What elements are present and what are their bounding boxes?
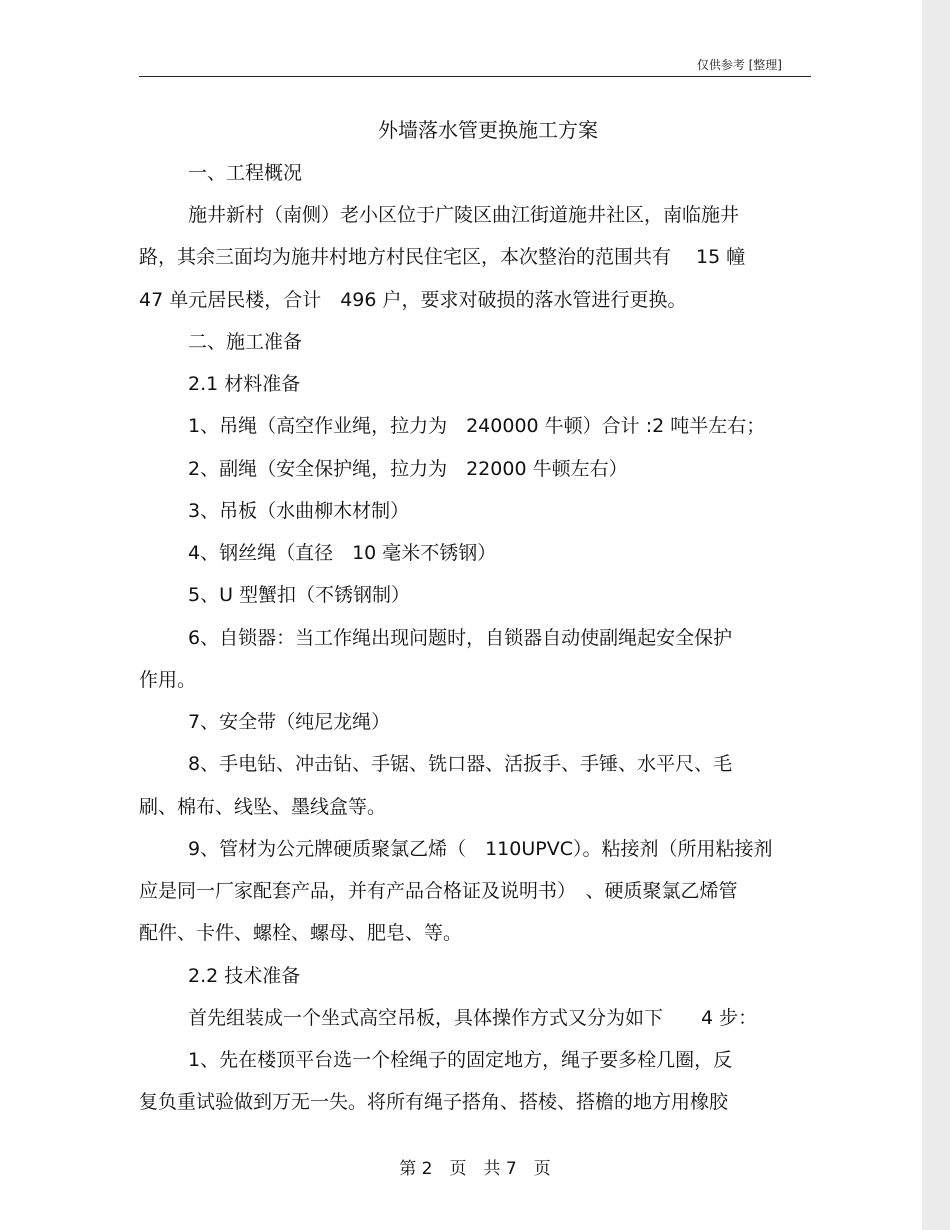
list-item: 2、副绳（安全保护绳，拉力为 22000 牛顿左右） xyxy=(188,458,628,480)
paragraph-line: 施井新村（南侧）老小区位于广陵区曲江街道施井社区，南临施井 xyxy=(188,204,740,226)
section-heading: 一、工程概况 xyxy=(188,162,303,184)
list-item: 6、自锁器：当工作绳出现问题时，自锁器自动使副绳起安全保护 xyxy=(188,627,733,649)
page-footer: 第 2 页 共 7 页 xyxy=(399,1159,551,1179)
section-heading: 二、施工准备 xyxy=(188,331,303,353)
list-item: 5、U 型蟹扣（不锈钢制） xyxy=(188,584,411,606)
list-item-continuation: 应是同一厂家配套产品，并有产品合格证及说明书） 、硬质聚氯乙烯管 xyxy=(139,880,738,902)
subsection-heading: 2.2 技术准备 xyxy=(188,965,301,987)
paragraph-line: 47 单元居民楼，合计 496 户，要求对破损的落水管进行更换。 xyxy=(139,289,687,311)
list-item: 7、安全带（纯尼龙绳） xyxy=(188,711,391,733)
list-item: 1、吊绳（高空作业绳，拉力为 240000 牛顿）合计 :2 吨半左右； xyxy=(188,415,766,437)
list-item-continuation: 配件、卡件、螺栓、螺母、肥皂、等。 xyxy=(139,922,463,944)
list-item-continuation: 作用。 xyxy=(139,669,197,691)
list-item: 1、先在楼顶平台选一个栓绳子的固定地方，绳子要多栓几圈，反 xyxy=(188,1049,733,1071)
list-item-continuation: 复负重试验做到万无一失。将所有绳子搭角、搭棱、搭檐的地方用橡胶 xyxy=(139,1091,729,1113)
paragraph-line: 路，其余三面均为施井村地方村民住宅区，本次整治的范围共有 15 幢 xyxy=(139,246,746,268)
list-item: 4、钢丝绳（直径 10 毫米不锈钢） xyxy=(188,542,497,564)
header-divider xyxy=(139,76,811,77)
list-item: 8、手电钻、冲击钻、手锯、铣口器、活扳手、手锤、水平尺、毛 xyxy=(188,753,733,775)
page-header: 仅供参考 [整理] xyxy=(696,58,782,72)
list-item: 3、吊板（水曲柳木材制） xyxy=(188,500,410,522)
paragraph-line: 首先组装成一个坐式高空吊板，具体操作方式又分为如下 4 步： xyxy=(188,1007,758,1029)
list-item-continuation: 刷、棉布、线坠、墨线盒等。 xyxy=(139,796,387,818)
subsection-heading: 2.1 材料准备 xyxy=(188,373,301,395)
list-item: 9、管材为公元牌硬质聚氯乙烯（ 110UPVC）。粘接剂（所用粘接剂 xyxy=(188,838,773,860)
document-title: 外墙落水管更换施工方案 xyxy=(378,118,598,142)
